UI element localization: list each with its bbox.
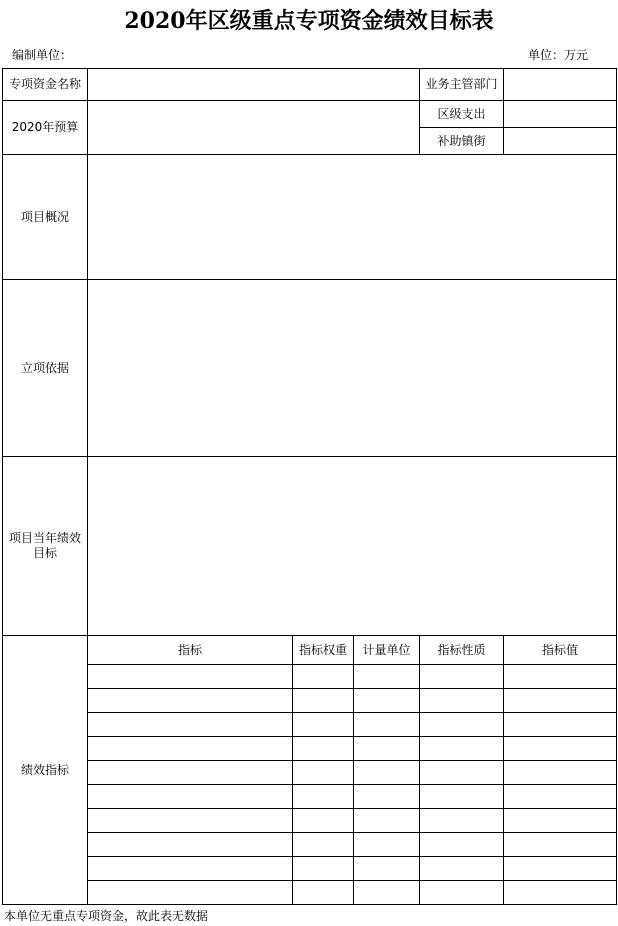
indicator-row	[3, 713, 617, 737]
indicator-row	[3, 689, 617, 713]
budget-cell[interactable]	[88, 101, 420, 155]
indicators-label: 绩效指标	[3, 636, 88, 905]
nature-cell[interactable]	[420, 665, 504, 689]
indicator-cell[interactable]	[88, 665, 293, 689]
value-cell[interactable]	[504, 809, 617, 833]
indicator-row	[3, 833, 617, 857]
unit-cell[interactable]	[354, 665, 420, 689]
department-cell[interactable]	[504, 69, 617, 101]
fund-name-label: 专项资金名称	[3, 69, 88, 101]
unit-cell[interactable]	[354, 833, 420, 857]
basis-cell[interactable]	[88, 280, 617, 457]
nature-cell[interactable]	[420, 857, 504, 881]
indicator-cell[interactable]	[88, 857, 293, 881]
footer-note: 本单位无重点专项资金，故此表无数据	[4, 909, 209, 923]
value-cell[interactable]	[504, 665, 617, 689]
nature-cell[interactable]	[420, 689, 504, 713]
weight-cell[interactable]	[293, 689, 354, 713]
nature-header: 指标性质	[420, 636, 504, 665]
unit-cell[interactable]	[354, 761, 420, 785]
value-header: 指标值	[504, 636, 617, 665]
unit-cell[interactable]	[354, 737, 420, 761]
unit-label: 单位：万元	[528, 48, 589, 62]
department-label: 业务主管部门	[420, 69, 504, 101]
fund-name-cell[interactable]	[88, 69, 420, 101]
weight-cell[interactable]	[293, 761, 354, 785]
nature-cell[interactable]	[420, 761, 504, 785]
nature-cell[interactable]	[420, 833, 504, 857]
performance-target-table	[2, 68, 617, 905]
indicator-cell[interactable]	[88, 809, 293, 833]
district-expense-label: 区级支出	[420, 101, 504, 128]
unit-cell[interactable]	[354, 689, 420, 713]
indicator-cell[interactable]	[88, 737, 293, 761]
weight-cell[interactable]	[293, 785, 354, 809]
weight-cell[interactable]	[293, 665, 354, 689]
indicator-cell[interactable]	[88, 833, 293, 857]
indicator-cell[interactable]	[88, 785, 293, 809]
value-cell[interactable]	[504, 713, 617, 737]
weight-cell[interactable]	[293, 881, 354, 905]
indicator-row	[3, 761, 617, 785]
weight-cell[interactable]	[293, 737, 354, 761]
annual-goal-label: 项目当年绩效目标	[3, 457, 88, 636]
weight-cell[interactable]	[293, 713, 354, 737]
district-expense-cell[interactable]	[504, 101, 617, 128]
value-cell[interactable]	[504, 833, 617, 857]
weight-cell[interactable]	[293, 857, 354, 881]
value-cell[interactable]	[504, 737, 617, 761]
overview-cell[interactable]	[88, 155, 617, 280]
annual-goal-cell[interactable]	[88, 457, 617, 636]
indicator-cell[interactable]	[88, 761, 293, 785]
indicator-row	[3, 665, 617, 689]
nature-cell[interactable]	[420, 737, 504, 761]
compiler-label: 编制单位：	[12, 48, 73, 62]
value-cell[interactable]	[504, 689, 617, 713]
indicator-cell[interactable]	[88, 713, 293, 737]
unit-header: 计量单位	[354, 636, 420, 665]
unit-cell[interactable]	[354, 713, 420, 737]
indicator-row	[3, 785, 617, 809]
weight-header: 指标权重	[293, 636, 354, 665]
page-title: 2020年区级重点专项资金绩效目标表	[124, 8, 494, 34]
unit-cell[interactable]	[354, 785, 420, 809]
basis-label: 立项依据	[3, 280, 88, 457]
value-cell[interactable]	[504, 881, 617, 905]
nature-cell[interactable]	[420, 809, 504, 833]
town-subsidy-cell[interactable]	[504, 128, 617, 155]
nature-cell[interactable]	[420, 785, 504, 809]
budget-label: 2020年预算	[3, 101, 88, 155]
indicator-row	[3, 881, 617, 905]
unit-cell[interactable]	[354, 857, 420, 881]
indicator-header: 指标	[88, 636, 293, 665]
nature-cell[interactable]	[420, 881, 504, 905]
value-cell[interactable]	[504, 857, 617, 881]
indicator-row	[3, 857, 617, 881]
indicator-cell[interactable]	[88, 881, 293, 905]
nature-cell[interactable]	[420, 713, 504, 737]
indicator-row	[3, 737, 617, 761]
weight-cell[interactable]	[293, 833, 354, 857]
value-cell[interactable]	[504, 785, 617, 809]
indicator-cell[interactable]	[88, 689, 293, 713]
overview-label: 项目概况	[3, 155, 88, 280]
value-cell[interactable]	[504, 761, 617, 785]
indicator-row	[3, 809, 617, 833]
unit-cell[interactable]	[354, 881, 420, 905]
weight-cell[interactable]	[293, 809, 354, 833]
unit-cell[interactable]	[354, 809, 420, 833]
town-subsidy-label: 补助镇街	[420, 128, 504, 155]
